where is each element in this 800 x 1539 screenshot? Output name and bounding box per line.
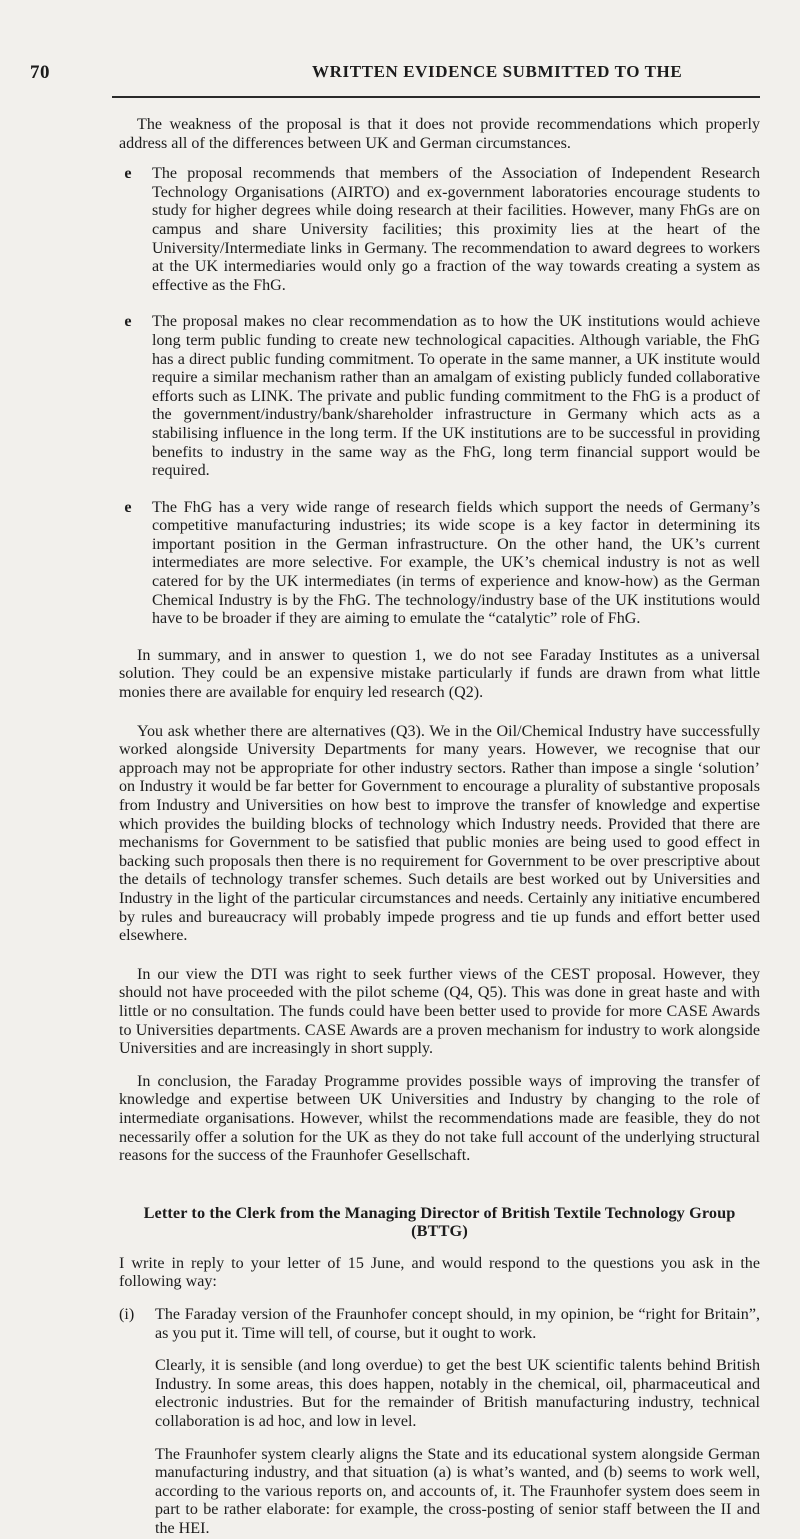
letter-opening: I write in reply to your letter of 15 June, and would respond to the questions you ask in the following way: [119, 1254, 760, 1291]
bullet-text: The proposal makes no clear recommendation as to how the UK institutions would achieve long term public funding to create new technological capacities. Although variable, the FhG has a direct public funding commitment. To operate in the same manner, a UK institute would require a similar mechanism rather than an amalgam of existing publicly funded collaborative efforts such as LINK. The private and public funding commitment to the FhG is a product of the government/industry/bank/shareholder infrastructure in Germany which acts as a stabilising influence in the long term. If the UK institutions are to be successful in providing benefits to industry in the same way as the FhG, long term financial support would be required. [152, 313, 760, 480]
letter-title: Letter to the Clerk from the Managing Director of British Textile Technology Group (BTTG) [143, 1202, 736, 1241]
body-paragraph: In conclusion, the Faraday Programme provides possible ways of improving the transfer of knowledge and expertise between UK Universities and Industry by changing to the role of intermediate organisations. However, whilst the recommendations made are feasible, they do not necessarily offer a solution for the UK as they do not take full account of the underlying structural reasons for the success of the Fraunhofer Gesellschaft. [119, 1072, 760, 1165]
bullet-icon: e [124, 313, 132, 331]
bullet-text: The proposal recommends that members of the Association of Independent Research Technology Organisations (AIRTO) and ex-government laboratories encourage students to study for higher degrees while doing research at their facilities. However, many FhGs are on campus and share University facilities; this proximity lies at the heart of the University/Intermediate links in Germany. The recommendation to award degrees to workers at the UK intermediaries would only go a fraction of the way towards creating a system as effective as the FhG. [152, 165, 760, 294]
letter-sub-paragraph: The Fraunhofer system clearly aligns the State and its educational system alongside German manufacturing industry, and that situation (a) is what’s wanted, and (b) seems to work well, according to the various reports on, and accounts of, it. The Fraunhofer system does seem in part to be rather elaborate: for example, the cross-posting of senior staff between the II and the HEI. [155, 1445, 760, 1537]
item-text: The Faraday version of the Fraunhofer concept should, in my opinion, be “right for Britain”, as you put it. Time will tell, of course, but it ought to work. [155, 1306, 760, 1342]
item-number: (i) [119, 1306, 135, 1324]
running-head: WRITTEN EVIDENCE SUBMITTED TO THE [312, 62, 683, 81]
page-number: 70 [30, 62, 50, 83]
numbered-item [119, 1306, 760, 1343]
page-header [0, 62, 800, 92]
body-paragraph: In our view the DTI was right to seek further views of the CEST proposal. However, they should not have proceeded with the pilot scheme (Q4, Q5). This was done in great haste and with little or no consultation. The funds could have been better used to provide for more CASE Awards to Universities departments. CASE Awards are a proven mechanism for industry to work alongside Universities and are increasingly in short supply. [119, 965, 760, 1058]
bullet-icon: e [124, 498, 132, 516]
numbered-list [119, 1306, 760, 1343]
bullet-text: The FhG has a very wide range of research fields which support the needs of Germany’s competitive manufacturing industries; its wide scope is a key factor in determining its important position in the German infrastructure. On the other hand, the UK’s current intermediates are more selective. For example, the UK’s chemical industry is not as well catered for by the UK intermediates (in terms of experience and know-how) as the German Chemical Industry is by the FhG. The technology/industry base of the UK institutions would have to be broader if they are aiming to emulate the “catalytic” role of FhG. [152, 498, 760, 628]
header-rule [112, 96, 760, 98]
intro-paragraph: The weakness of the proposal is that it does not provide recommendations which properly address all of the differences between UK and German circumstances. [119, 116, 760, 152]
bullet-item [119, 165, 760, 295]
body-paragraph: In summary, and in answer to question 1, we do not see Faraday Institutes as a universal solution. They could be an expensive mistake particularly if funds are drawn from what little monies there are available for enquiry led research (Q2). [119, 646, 760, 702]
bullet-list [119, 165, 760, 629]
letter-sub-paragraph: Clearly, it is sensible (and long overdue) to get the best UK scientific talents behind British Industry. In some areas, this does happen, notably in the chemical, oil, pharmaceutical and electronic industries. But for the remainder of British manufacturing industry, technical collaboration is ad hoc, and low in level. [155, 1357, 760, 1431]
body-paragraph: You ask whether there are alternatives (Q3). We in the Oil/Chemical Industry have successfully worked alongside University Departments for many years. However, we recognise that our approach may not be appropriate for other industry sectors. Rather than impose a single ‘solution’ on Industry it would be far better for Government to encourage a plurality of substantive proposals from Industry and Universities on how best to improve the transfer of knowledge and expertise which provides the building blocks of technology which Industry needs. Provided that there are mechanisms for Government to be satisfied that public monies are being used to good effect in backing such proposals then there is no requirement for Government to be over prescriptive about the details of technology transfer schemes. Such details are best worked out by Universities and Industry in the light of the particular circumstances and needs. Certainly any initiative encumbered by rules and bureaucracy will probably impede progress and tie up funds and effort better used elsewhere. [119, 722, 760, 945]
bullet-item [119, 313, 760, 480]
bullet-icon: e [124, 165, 132, 183]
document-body [119, 116, 760, 1539]
bullet-item [119, 499, 760, 629]
